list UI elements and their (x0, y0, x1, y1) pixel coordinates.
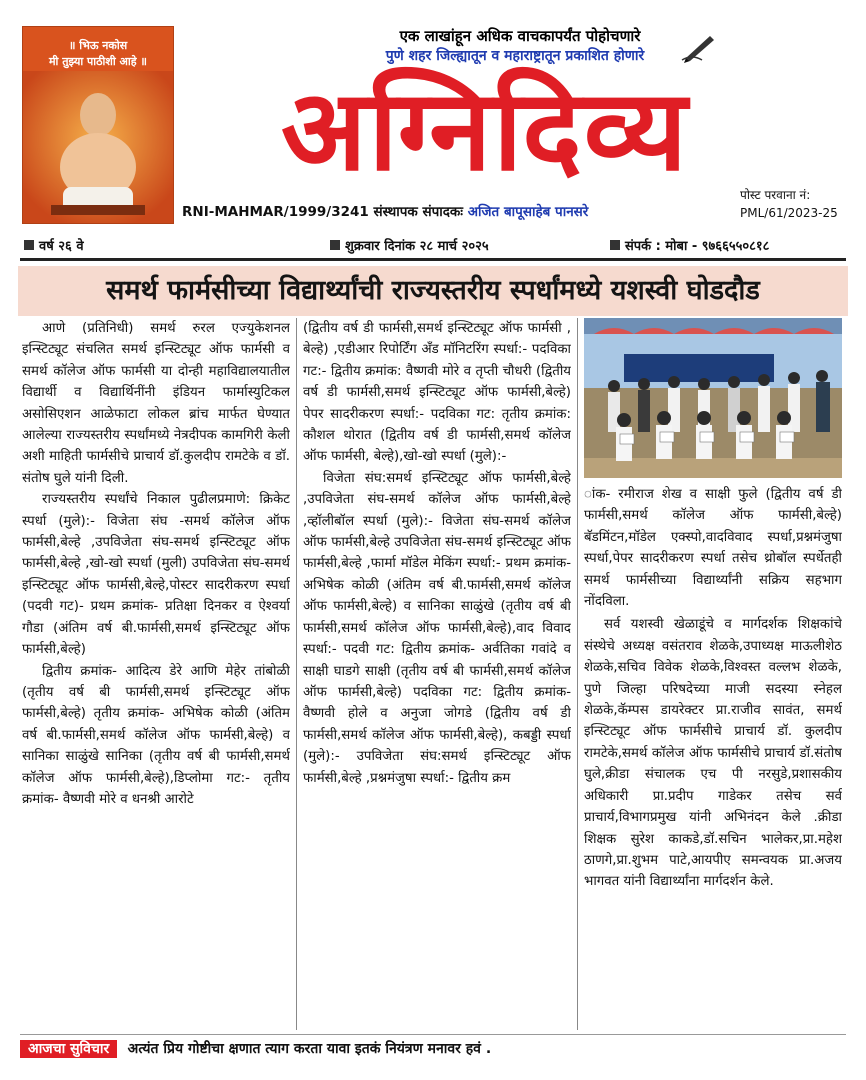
bullet-square-icon (610, 240, 620, 250)
column-divider (577, 318, 578, 1030)
group-photo-drawing (584, 318, 842, 478)
info-bar (20, 236, 846, 254)
bullet-square-icon (24, 240, 34, 250)
contact-number: संपर्क : मोबा - ९७६६५५०८१८ (610, 236, 769, 254)
column-divider (296, 318, 297, 1030)
team-group-photo (584, 318, 842, 478)
portrait-quote-line2: मी तुझ्या पाठीशी आहे ॥ (48, 55, 148, 68)
divider (20, 1034, 846, 1035)
article-paragraph: द्वितीय क्रमांक- आदित्य डेरे आणि मेहेर तांबोळी (तृतीय वर्ष बी फार्मसी,समर्थ इन्स्टिट्यूट ऑफ फार्मसी,बेल्हे) तृतीय क्रमांक- अभिषेक कोळी (अंतिम वर्ष बी.फार्मसी,समर्थ कॉलेज ऑफ फार्मसी,बेल्हे) व सानिका साळुंखे सानिका (तृतीय वर्ष बी फार्मसी,समर्थ कॉलेज ऑफ फार्मसी,बेल्हे),डिप्लोमा गट:- तृतीय क्रमांक- वैष्णवी मोरे व धनश्री आरोटे (22, 663, 290, 807)
article-paragraph: विजेता संघ:समर्थ इन्स्टिट्यूट ऑफ फार्मसी,बेल्हे ,उपविजेता संघ-समर्थ कॉलेज ऑफ फार्मसी,बेल्हे ,व्हॉलीबॉल स्पर्धा (मुले):- विजेता संघ-समर्थ कॉलेज ऑफ फार्मसी,बेल्हे उपविजेता संघ-समर्थ इन्स्टिट्यूट ऑफ फार्मसी,बेल्हे ,फार्मा मॉडेल मेकिंग स्पर्धा:- प्रथम क्रमांक- अभिषेक कोळी (अंतिम वर्ष बी.फार्मसी,समर्थ कॉलेज ऑफ फार्मसी,बेल्हे) व सानिका साळुंखे (तृतीय वर्ष बी फार्मसी,समर्थ कॉलेज ऑफ फार्मसी,बेल्हे),वाद विवाद स्पर्धा:- पदवी गट: द्वितीय क्रमांक- अर्वतिका गवांदे व साक्षी घाडगे साक्षी (तृतीय वर्ष बी फार्मसी,समर्थ कॉलेज ऑफ फार्मसी,बेल्हे) पदविका गट: द्वितीय क्रमांक- वैष्णवी होले व अनुजा जोगडे (द्वितीय वर्ष डी फार्मसी,समर्थ कॉलेज ऑफ फार्मसी,बेल्हे), कबड्डी स्पर्धा (मुले):- उपविजेता संघ:समर्थ इन्स्टिट्यूट ऑफ फार्मसी,बेल्हे ,प्रश्नमंजुषा स्पर्धा:- द्वितीय क्रम (303, 470, 571, 786)
rni-line (182, 202, 588, 220)
postal-license-number: PML/61/2023-25 (740, 206, 838, 220)
divider (20, 258, 846, 261)
issue-date: शुक्रवार दिनांक २८ मार्च २०२५ (330, 236, 489, 254)
article-paragraph: (द्वितीय वर्ष डी फार्मसी,समर्थ इन्स्टिट्यूट ऑफ फार्मसी , बेल्हे) ,एडीआर रिपोर्टिंग अँड मॉनिटरिंग स्पर्धा:- पदविका गट:- द्वितीय क्रमांक: वैष्णवी मोरे व तृप्ती चौधरी (द्वितीय वर्ष डी फार्मसी,समर्थ इन्स्टिट्यूट ऑफ फार्मसी,बेल्हे) पेपर सादरीकरण स्पर्धा:- पदविका गट: तृतीय क्रमांक: कौशल थोरात (द्वितीय वर्ष डी फार्मसी,समर्थ कॉलेज ऑफ फार्मसी, बेल्हे),खो-खो स्पर्धा (मुले):- (303, 321, 571, 465)
newspaper-title: अग्निदिव्य (281, 66, 689, 196)
article-column-1 (22, 318, 290, 1032)
article-column-3 (584, 484, 842, 1032)
article-paragraph: सर्व यशस्वी खेळाडूंचे व मार्गदर्शक शिक्षकांचे संस्थेचे अध्यक्ष वसंतराव शेळके,उपाध्यक्ष माऊलीशेठ शेळके,सचिव विवेक शेळके,विश्वस्त वल्लभ शेळके, पुणे जिल्हा परिषदेच्या माजी सदस्या स्नेहल शेळके,कॅम्पस डायरेक्टर प्रा.राजीव सावंत, समर्थ इन्स्टिट्यूट ऑफ फार्मसीचे प्राचार्य डॉ. कुलदीप रामटेके,समर्थ कॉलेज ऑफ फार्मसीचे प्राचार्य डॉ.संतोष घुले,क्रीडा संचालक एच पी नरसुडे,प्रशासकीय अधिकारी प्रा.प्रदीप गाडेकर तसेच सर्व प्राचार्य,विभागप्रमुख यांनी अभिनंदन केले .क्रीडा शिक्षक सुरेश काकडे,डॉ.सचिन भालेकर,प्रा.महेश ठाणगे,प्रा.शुभम पाटे,आयपीए समन्वयक प्रा.अजय भागवत यांनी विद्यार्थ्यांना मार्गदर्शन केले. (584, 617, 842, 890)
postal-license (740, 186, 856, 222)
article-paragraph: आणे (प्रतिनिधी) समर्थ रुरल एज्युकेशनल इन्स्टिट्यूट संचलित समर्थ इन्स्टिट्यूट ऑफ फार्मसी व समर्थ कॉलेज ऑफ फार्मसी या दोन्ही महाविद्यालयातील विद्यार्थी व विद्यार्थिनींनी इंडियन फार्मास्युटिकल असोसिएशन आळेफाटा लोकल ब्रांच मार्फत घेण्यात आलेल्या राज्यस्तरीय स्पर्धांमध्ये नेत्रदीपक कामगिरी केली अशी माहिती फार्मसीचे प्राचार्य डॉ.कुलदीप रामटेके व डॉ. संतोष घुले यांनी दिली. (22, 321, 290, 486)
founder-name: अजित बापूसाहेब पानसरे (467, 204, 589, 220)
article-paragraph: ांक- रमीराज शेख व साक्षी फुले (द्वितीय वर्ष डी फार्मसी,समर्थ कॉलेज ऑफ फार्मसी,बेल्हे) बॅडमिंटन,मॉडेल एक्स्पो,वादविवाद स्पर्धा,प्रश्नमंजुषा स्पर्धा,पेपर सादरीकरण स्पर्धा तसेच थ्रोबॉल स्पर्धेतही समर्थ फार्मसीच्या विद्यार्थ्यांनी सक्रिय सहभाग नोंदविला. (584, 487, 842, 610)
thought-of-the-day (20, 1038, 846, 1060)
saint-portrait-image (22, 26, 174, 224)
issue-year: वर्ष २६ वे (24, 236, 84, 254)
thought-text: अत्यंत प्रिय गोष्टीचा क्षणात त्याग करता यावा इतकं नियंत्रण मनावर हवं . (127, 1041, 492, 1057)
rni-number: RNI-MAHMAR/1999/3241 (182, 204, 369, 220)
thought-label: आजचा सुविचार (20, 1040, 117, 1058)
portrait-quote-line1: ॥ भिऊ नकोस (68, 39, 128, 52)
tagline-readers: एक लाखांहून अधिक वाचकापर्यंत पोहोचणारे (399, 27, 641, 45)
article-column-2 (303, 318, 571, 1032)
article-paragraph: राज्यस्तरीय स्पर्धांचे निकाल पुढीलप्रमाणे: क्रिकेट स्पर्धा (मुले):- विजेता संघ -समर्थ कॉलेज ऑफ फार्मसी,बेल्हे ,उपविजेता संघ-समर्थ इन्स्टिट्यूट ऑफ फार्मसी,बेल्हे ,खो-खो स्पर्धा (मुली) उपविजेता संघ-समर्थ इन्स्टिट्यूट ऑफ फार्मसी,बेल्हे,पोस्टर सादरीकरण स्पर्धा (पदवी गट)- प्रथम क्रमांक- प्रतिक्षा दिनकर व ऐश्वर्या गौडा (अंतिम वर्ष बी.फार्मसी,समर्थ इन्स्टिट्यूट ऑफ फार्मसी,बेल्हे) (22, 492, 290, 658)
article-headline: समर्थ फार्मसीच्या विद्यार्थ्यांची राज्यस्तरीय स्पर्धांमध्ये यशस्वी घोडदौड (18, 266, 848, 316)
postal-license-label: पोस्ट परवाना नं: (740, 188, 811, 202)
tagline-publication: पुणे शहर जिल्ह्यातून व महाराष्ट्रातून प्रकाशित होणारे (385, 48, 645, 64)
founder-label: संस्थापक संपादकः (373, 204, 464, 220)
pen-writing-icon (680, 30, 720, 64)
saint-figure-drawing (23, 27, 173, 223)
bullet-square-icon (330, 240, 340, 250)
